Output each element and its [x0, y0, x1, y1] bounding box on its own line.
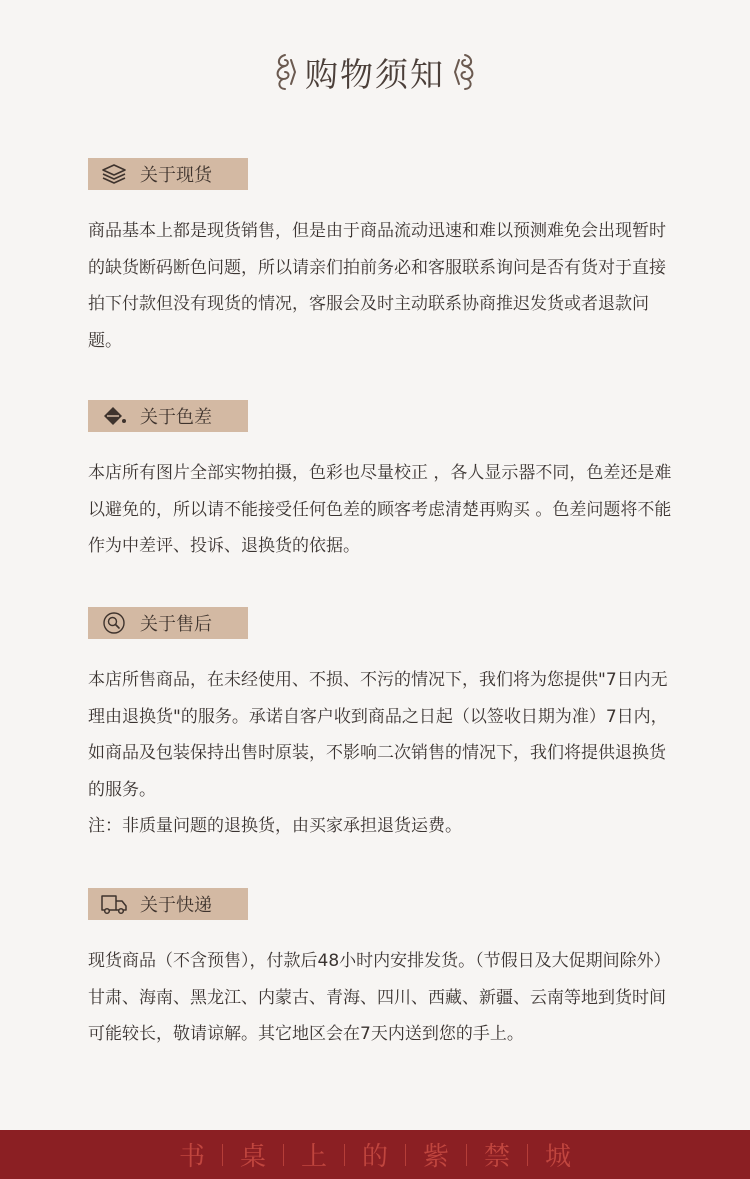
footer-banner	[0, 1130, 750, 1179]
paragraph: 本店所售商品，在未经使用、不损、不污的情况下，我们将为您提供"7日内无理由退换货"的服务。承诺自客户收到商品之日起（以签收日期为准）7日内，如商品及包装保持出售时原装，不影响二次销售的情况下，我们将提供退换货的服务。	[88, 670, 668, 800]
left-ornament-icon	[271, 52, 297, 92]
section-label: 关于快递	[140, 895, 212, 916]
footer-divider	[344, 1144, 345, 1166]
section-label: 关于色差	[140, 407, 212, 428]
section-text-delivery	[88, 943, 678, 1053]
title-bar	[0, 44, 750, 100]
page-title: 购物须知	[305, 54, 445, 94]
footer-divider	[405, 1144, 406, 1166]
paragraph: 现货商品（不含预售），付款后48小时内安排发货。（节假日及大促期间除外）甘肃、海南、黑龙江、内蒙古、青海、四川、西藏、新疆、云南等地到货时间可能较长，敬请谅解。其它地区会在7天内送到您的手上。	[88, 951, 671, 1044]
truck-icon	[88, 888, 140, 920]
right-ornament-icon	[453, 52, 479, 92]
search-icon	[88, 607, 140, 639]
section-tag-delivery	[88, 888, 248, 920]
footer-char: 上	[300, 1142, 327, 1172]
section-label: 关于现货	[140, 165, 212, 186]
footer-divider	[222, 1144, 223, 1166]
section-text-aftersale	[88, 662, 678, 845]
footer-char: 桌	[239, 1142, 266, 1172]
section-label: 关于售后	[140, 614, 212, 635]
footer-char: 禁	[483, 1142, 510, 1172]
footer-char: 的	[361, 1142, 388, 1172]
footer-char: 书	[178, 1142, 205, 1172]
section-tag-stock	[88, 158, 248, 190]
note: 注：非质量问题的退换货，由买家承担退货运费。	[88, 816, 462, 836]
footer-divider	[527, 1144, 528, 1166]
section-tag-color	[88, 400, 248, 432]
footer-char: 城	[544, 1142, 571, 1172]
layers-icon	[88, 158, 140, 190]
section-tag-aftersale	[88, 607, 248, 639]
footer-divider	[283, 1144, 284, 1166]
section-text-color	[88, 455, 678, 565]
paint-bucket-icon	[88, 400, 140, 432]
footer-divider	[466, 1144, 467, 1166]
footer-char: 紫	[422, 1142, 449, 1172]
paragraph: 商品基本上都是现货销售，但是由于商品流动迅速和难以预测难免会出现暂时的缺货断码断色问题，所以请亲们拍前务必和客服联系询问是否有货对于直接拍下付款但没有现货的情况，客服会及时主动联系协商推迟发货或者退款问题。	[88, 221, 666, 351]
section-text-stock	[88, 213, 678, 359]
paragraph: 本店所有图片全部实物拍摄，色彩也尽量校正 ，各人显示器不同，色差还是难以避免的，所以请不能接受任何色差的顾客考虑清楚再购买 。色差问题将不能作为中差评、投诉、退换货的依据。	[88, 463, 672, 556]
